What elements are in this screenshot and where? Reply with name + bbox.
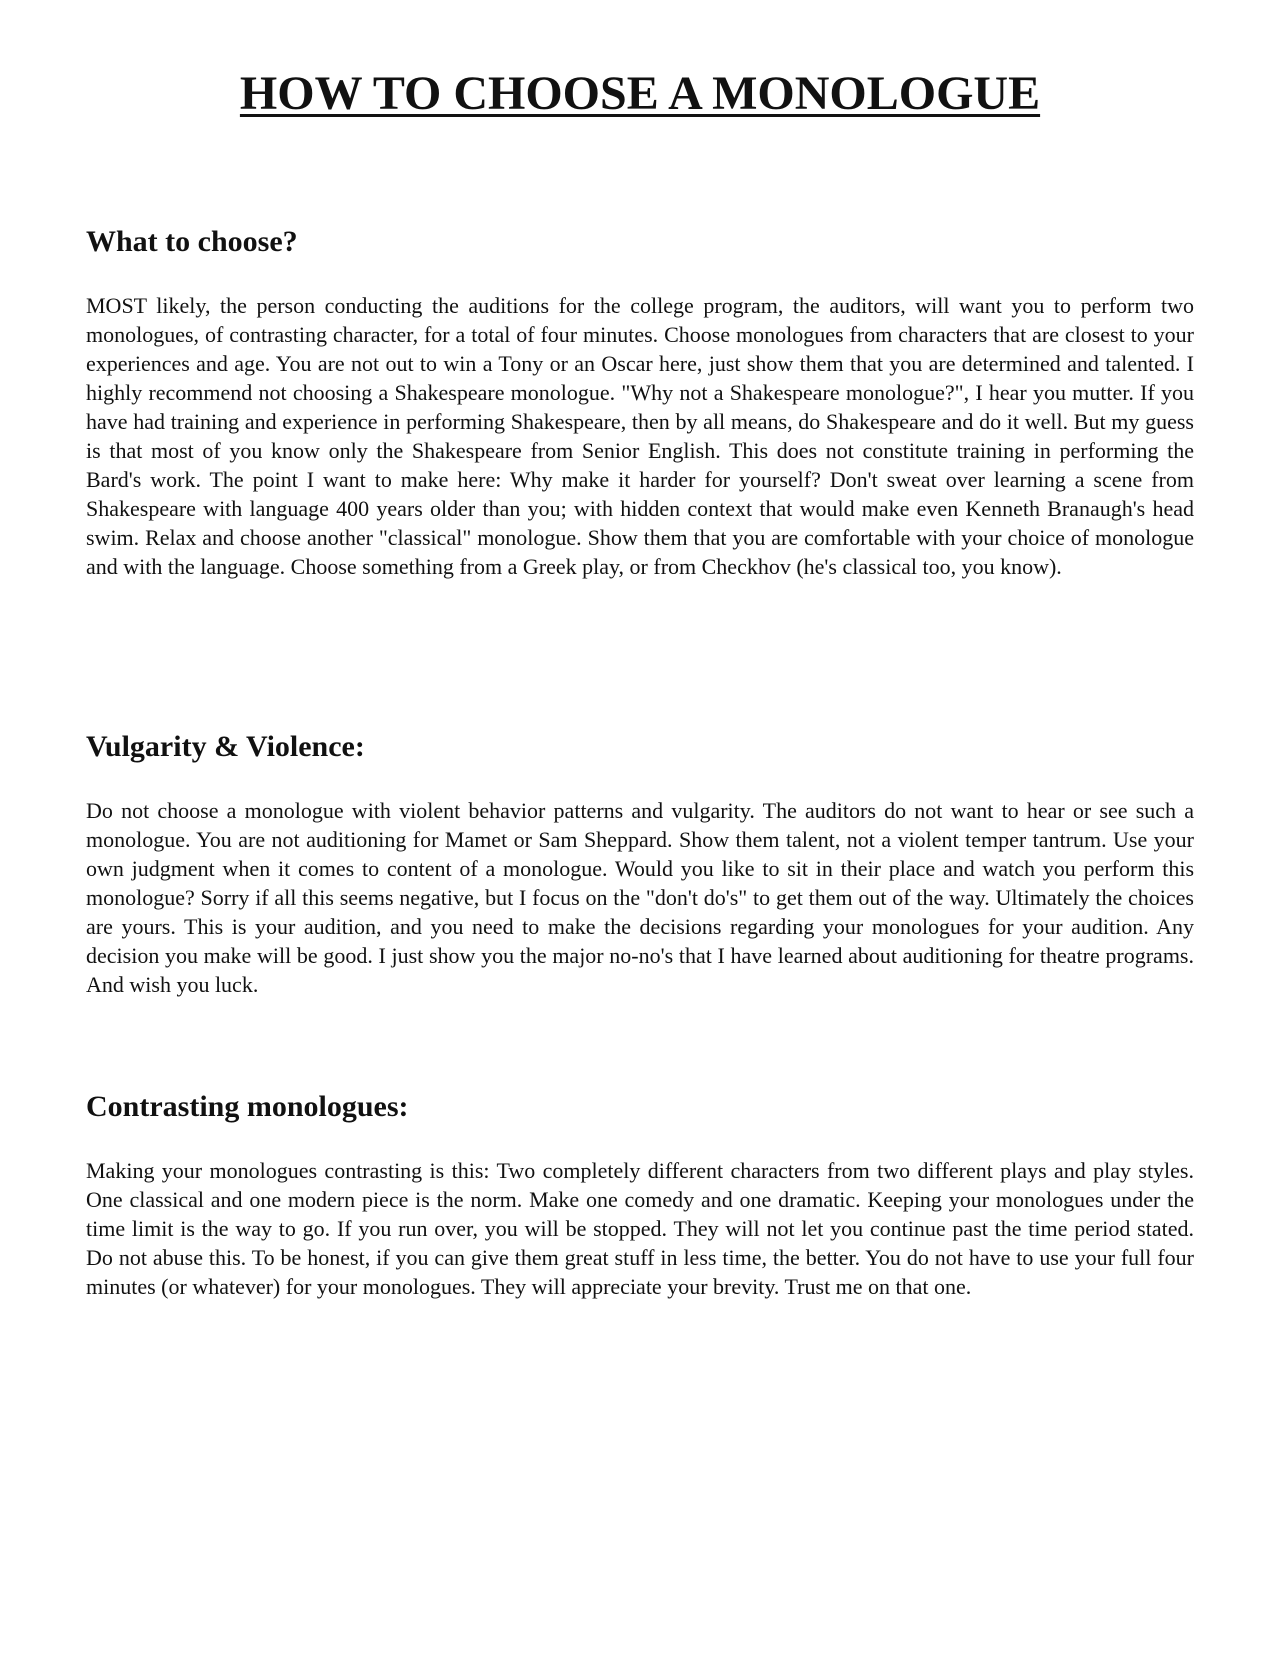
page-title: HOW TO CHOOSE A MONOLOGUE — [239, 67, 1041, 120]
section-body-vulgarity-violence: Do not choose a monologue with violent behavior patterns and vulgarity. The auditors do not want to hear or see such a monologue. You are not auditioning for Mamet or Sam Sheppard. Show them talent, not a violent temper tantrum. Use your own judgment when it comes to content of a monologue. Would you like to sit in their place and watch you perform this monologue? Sorry if all this seems negative, but I focus on the "don't do's" to get them out of the way. Ultimately the choices are yours. This is your audition, and you need to make the decisions regarding your monologues for your audition. Any decision you make will be good. I just show you the major no-no's that I have learned about auditioning for theatre programs. And wish you luck. — [86, 798, 1194, 997]
section-body-contrasting-monologues: Making your monologues contrasting is this: Two completely different characters from two different plays and play styles. One classical and one modern piece is the norm. Make one comedy and one dramatic. Keeping your monologues under the time limit is the way to go. If you run over, you will be stopped. They will not let you continue past the time period stated. Do not abuse this. To be honest, if you can give them great stuff in less time, the better. You do not have to use your full four minutes (or whatever) for your monologues. They will appreciate your brevity. Trust me on that one. — [86, 1158, 1194, 1299]
section-body-what-to-choose: MOST likely, the person conducting the auditions for the college program, the auditors, will want you to perform two monologues, of contrasting character, for a total of four minutes. Choose monologues from characters that are closest to your experiences and age. You are not out to win a Tony or an Oscar here, just show them that you are determined and talented. I highly recommend not choosing a Shakespeare monologue. "Why not a Shakespeare monologue?", I hear you mutter. If you have had training and experience in performing Shakespeare, then by all means, do Shakespeare and do it well. But my guess is that most of you know only the Shakespeare from Senior English. This does not constitute training in performing the Bard's work. The point I want to make here: Why make it harder for yourself? Don't sweat over learning a scene from Shakespeare with language 400 years older than you; with hidden context that would make even Kenneth Branaugh's head swim. Relax and choose another "classical" monologue. Show them that you are comfortable with your choice of monologue and with the language. Choose something from a Greek play, or from Checkhov (he's classical too, you know). — [86, 293, 1194, 579]
section-heading-contrasting-monologues: Contrasting monologues: — [86, 1090, 409, 1123]
section-heading-vulgarity-violence: Vulgarity & Violence: — [86, 730, 365, 763]
section-heading-what-to-choose: What to choose? — [86, 225, 298, 258]
